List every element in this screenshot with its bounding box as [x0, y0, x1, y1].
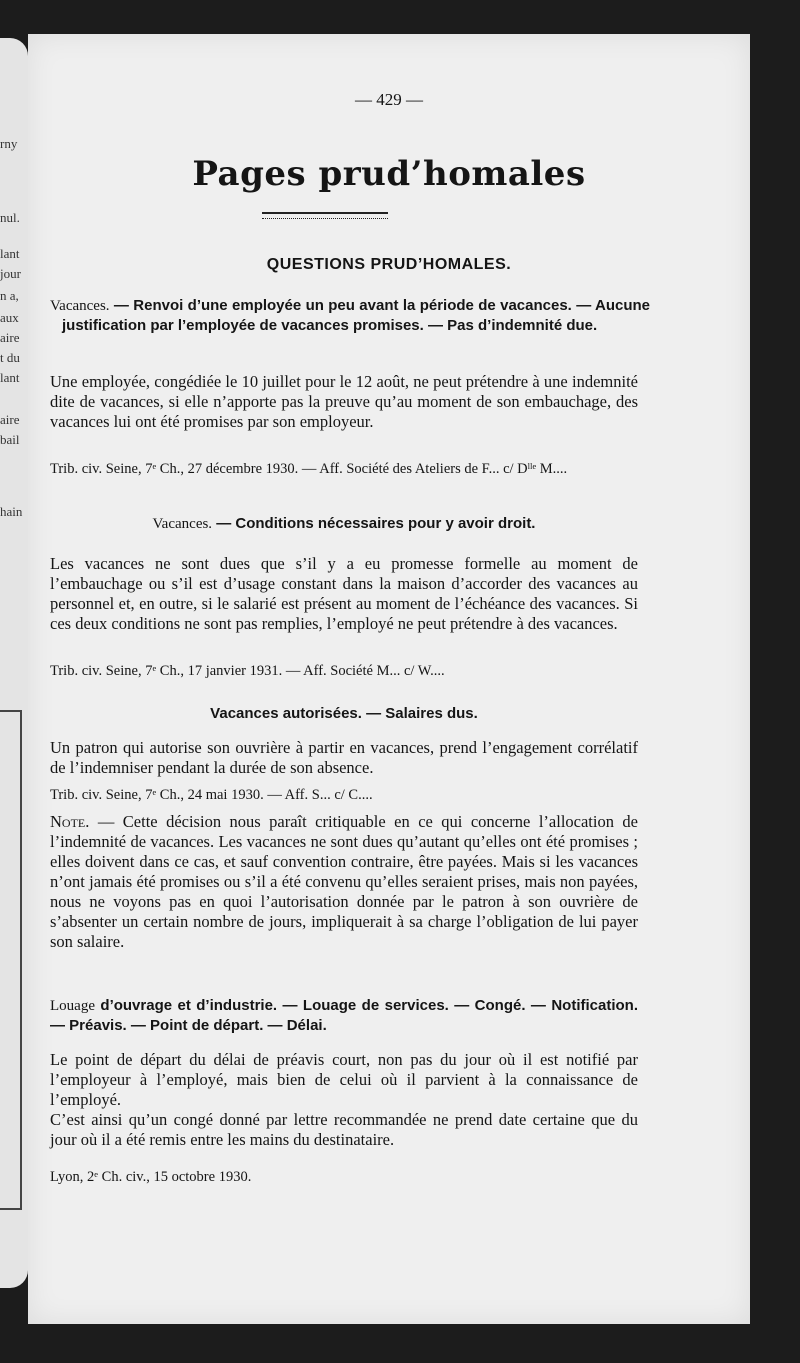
case-paragraph: Une employée, congédiée le 10 juillet pour le 12 août, ne peut prétendre à une indemnité dite de vacances, si elle n’apporte pas la preuve qu’au moment de son embauchage, des vacances lui ont été promises par son employeur.	[50, 372, 638, 431]
case-heading-text: — Renvoi d’une employée un peu avant la période de vacances. — Aucune justification par l’employée de vacances promises. — Pas d’indemnité due.	[62, 297, 651, 334]
previous-page-edge	[0, 38, 28, 1288]
case-citation: Trib. civ. Seine, 7ᵉ Ch., 24 mai 1930. — Aff. S... c/ C....	[50, 787, 373, 803]
case-paragraph: C’est ainsi qu’un congé donné par lettre recommandée ne prend date certaine que du jour où il a été remis entre les mains du destinataire.	[50, 1110, 638, 1149]
case-paragraph: Un patron qui autorise son ouvrière à partir en vacances, prend l’engagement corrélatif de l’indemniser pendant la durée de son absence.	[50, 738, 638, 777]
case-paragraph: Le point de départ du délai de préavis court, non pas du jour où il est notifié par l’employeur à l’employé, mais bien de celui où il parvient à la connaissance de l’employé.	[50, 1050, 638, 1109]
previous-page-box	[0, 710, 22, 1210]
case-heading	[50, 296, 650, 336]
page-number: — 429 —	[355, 90, 423, 109]
margin-fragment: lant	[0, 246, 20, 261]
section-heading: QUESTIONS PRUD’HOMALES.	[266, 256, 512, 273]
case-body	[50, 1050, 638, 1150]
margin-fragment: aire	[0, 330, 20, 345]
case-body	[50, 738, 638, 778]
margin-fragment: aux	[0, 310, 19, 325]
case-citation: Trib. civ. Seine, 7ᵉ Ch., 27 décembre 1930. — Aff. Société des Ateliers de F... c/ Dˡˡᵉ M....	[50, 461, 568, 477]
case-heading	[50, 996, 638, 1036]
page-content	[28, 34, 750, 1324]
margin-fragment: bail	[0, 432, 20, 447]
title-rule	[262, 212, 388, 219]
case-paragraph: Les vacances ne sont dues que s’il y a eu promesse formelle au moment de l’embauchage ou s’il est d’usage constant dans la maison d’accorder des vacances au personnel et, en outre, si le salarié est présent au moment de l’échéance des vacances. Si ces deux conditions ne sont pas remplies, l’employé ne peut prétendre à des vacances.	[50, 554, 638, 633]
case-heading: Vacances autorisées. — Salaires dus.	[210, 705, 478, 722]
margin-fragment: n a,	[0, 288, 19, 303]
margin-fragment: rny	[0, 136, 18, 151]
note-label: Note.	[50, 812, 90, 831]
case-heading	[50, 514, 638, 534]
case-citation: Lyon, 2ᵉ Ch. civ., 15 octobre 1930.	[50, 1169, 252, 1185]
case-heading-text: d’ouvrage et d’industrie. — Louage de services. — Congé. — Notification. — Préavis. — Point de départ. — Délai.	[50, 997, 638, 1034]
case-heading-text: — Conditions nécessaires pour y avoir droit.	[216, 515, 536, 532]
case-citation: Trib. civ. Seine, 7ᵉ Ch., 17 janvier 1931. — Aff. Société M... c/ W....	[50, 663, 445, 679]
margin-fragment: t du	[0, 350, 20, 365]
case-label: Vacances.	[50, 298, 110, 314]
margin-fragment: jour	[0, 266, 21, 281]
case-note	[50, 812, 638, 952]
case-body	[50, 372, 638, 432]
case-body	[50, 554, 638, 634]
margin-fragment: nul.	[0, 210, 20, 225]
margin-fragment: lant	[0, 370, 20, 385]
case-label: Vacances.	[152, 516, 213, 532]
note-text: — Cette décision nous paraît critiquable en ce qui concerne l’allocation de l’indemnité de vacances. Les vacances ne sont dues qu’autant qu’elles ont été promises ; elles doivent dans ce cas, et sauf convention contraire, être payées. Mais si les vacances n’ont jamais été promises ou s’il a été convenu qu’elles seraient prises, mais non payées, nous ne voyons pas en quoi l’autorisation donnée par le patron à son ouvrière de s’absenter un certain nombre de jours, impliquerait à sa charge l’obligation de lui payer son salaire.	[50, 812, 639, 951]
page-title: Pages prud’homales	[192, 154, 586, 194]
note-paragraph	[50, 812, 638, 952]
case-label: Louage	[50, 998, 95, 1014]
margin-fragment: hain	[0, 504, 23, 519]
margin-fragment: aire	[0, 412, 20, 427]
book-page	[28, 34, 750, 1324]
